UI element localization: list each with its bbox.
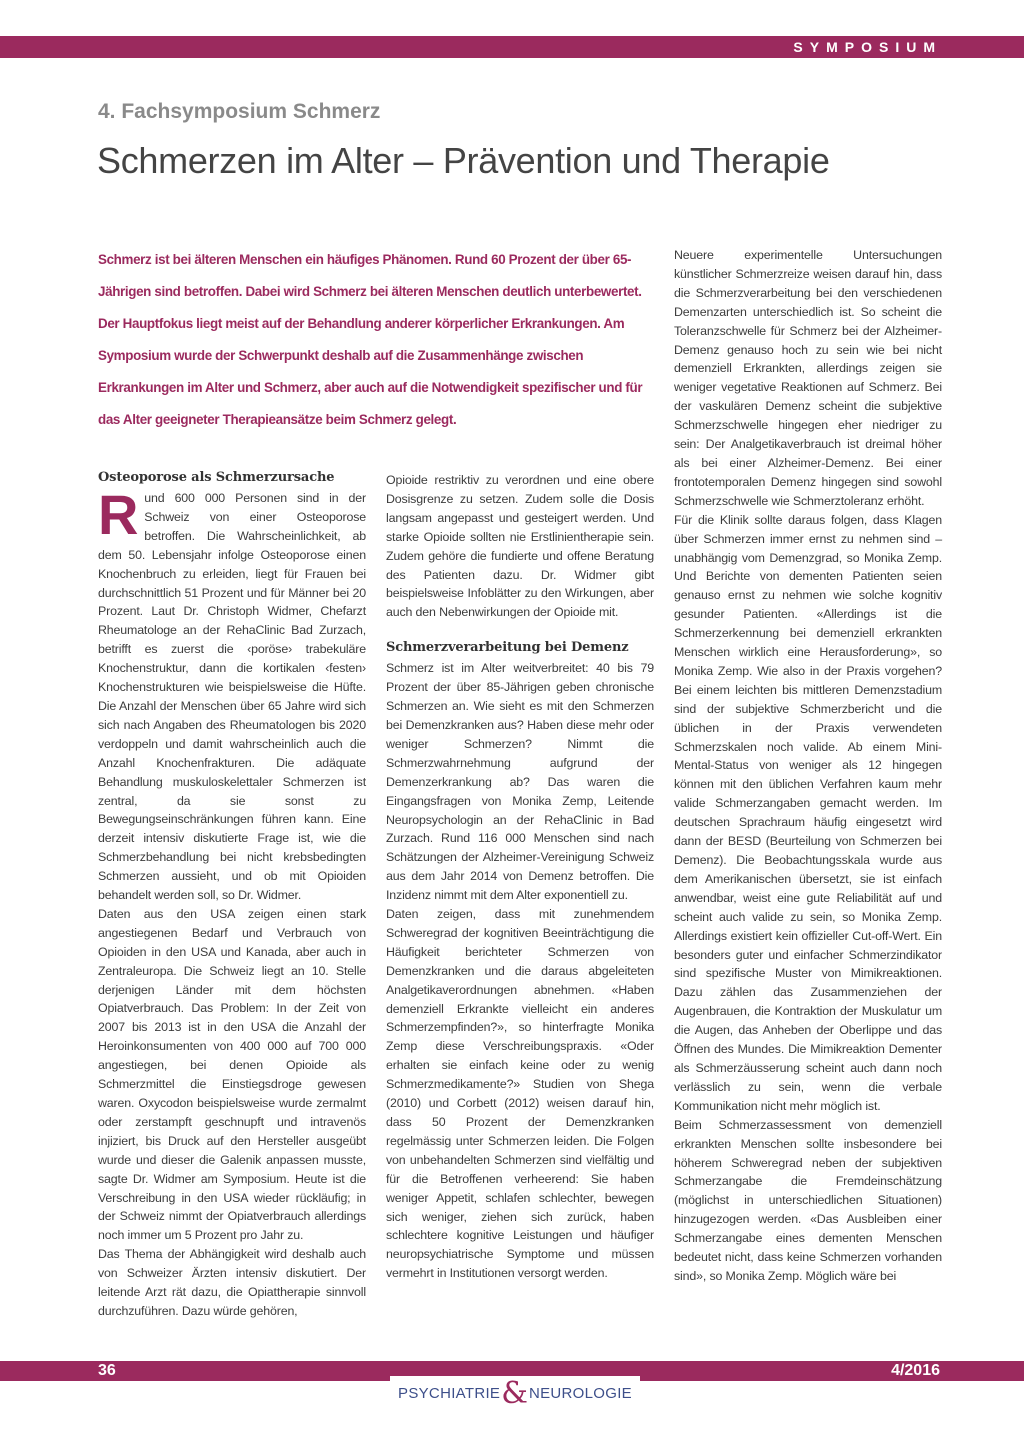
section-heading-demenz: Schmerzverarbeitung bei Demenz [386,640,629,656]
paragraph: Schmerz ist im Alter weitverbreitet: 40 bis 79 Prozent der über 85-Jährigen geben chronische Schmerzen an. Wie sieht es mit den Schmerzen bei Demenzkranken aus? Haben diese mehr oder weniger Schmerzen? Nimmt die Schmerzwahrnehmung aufgrund der Demenzerkrankung ab? Das waren die Eingangsfragen von Monika Zemp, Leitende Neuropsychologin an der RehaClinic in Bad Zurzach. Rund 116 000 Menschen sind nach Schätzungen der Alzheimer-Vereinigung Schweiz aus dem Jahr 2014 von Demenz betroffen. Die Inzidenz nimmt mit dem Alter exponentiell zu. [386,661,654,903]
drop-cap: R [98,483,139,546]
article-title: Schmerzen im Alter – Prävention und Therapie [97,140,830,181]
issue-number: 4/2016 [891,1362,940,1379]
logo-word-right: NEUROLOGIE [528,1385,632,1402]
paragraph: Das Thema der Abhängigkeit wird deshalb auch von Schweizer Ärzten intensiv diskutiert. Der leitende Arzt rät dazu, die Opiattherapie sinnvoll durchzuführen. Dazu würde gehören, [98,1247,366,1318]
paragraph [98,483,366,905]
paragraph: Beim Schmerzassessment von demenziell erkrankten Menschen sollte insbesondere bei höherem Schweregrad neben der subjektiven Schmerzangabe die Fremdeinschätzung (möglichst in unterschiedlichen Situationen) hinzugezogen werden. «Das Ausbleiben einer Schmerzangabe eines dementen Menschen bedeutet nicht, dass keine Schmerzen vorhanden sind», so Monika Zemp. Möglich wäre bei [674,1117,942,1283]
text-column-3 [674,246,942,1286]
article-lead: Schmerz ist bei älteren Menschen ein häufiges Phänomen. Rund 60 Prozent der über 65-Jährigen sind betroffen. Dabei wird Schmerz bei älteren Menschen deutlich unterbewertet. Der Hauptfokus liegt meist auf der Behandlung anderer körperlicher Erkrankungen. Am Symposium wurde der Schwerpunkt deshalb auf die Zusammenhänge zwischen Erkrankungen im Alter und Schmerz, aber auch auf die Notwendigkeit spezifischer und für das Alter geeigneter Therapieansätze beim Schmerz gelegt. [98,252,643,427]
journal-logo [390,1376,640,1412]
article-kicker: 4. Fachsymposium Schmerz [98,100,381,123]
paragraph: Für die Klinik sollte daraus folgen, dass Klagen über Schmerzen immer ernst zu nehmen sind – unabhängig vom Demenzgrad, so Monika Zemp. Und Berichte von dementen Patienten seien genauso ernst zu nehmen wie solche kognitiv gesunder Patienten. «Allerdings ist die Schmerzerkennung bei demenziell erkrankten Menschen wirklich eine Herausforderung», so Monika Zemp. Wie also in der Praxis vorgehen? Bei einem leichten bis mittleren Demenzstadium sind der subjektive Schmerzbericht und die üblichen in der Praxis verwendeten Schmerzskalen noch valide. Ab einem Mini-Mental-Status von weniger als 12 hingegen können mit den üblichen Verfahren kaum mehr valide Schmerzangaben gemacht werden. Im deutschen Sprachraum häufig eingesetzt wird dann der BESD (Beurteilung von Schmerzen bei Demenz). Die Beobachtungsskala wurde aus dem Amerikanischen übersetzt, sie ist einfach anwendbar, weist eine gute Reliabilität auf und scheint auch valide zu sein, so Monika Zemp. Allerdings existiert kein offizieller Cut-off-Wert. Ein besonders guter und einfacher Schmerzindikator sind spezifische Muster von Mimikreaktionen. Dazu zählen das Zusammenziehen der Augenbrauen, die Kontraktion der Muskulatur um die Augen, das Anheben der Oberlippe und das Öffnen des Mundes. Die Mimikreaktion Dementer als Schmerzäusserung scheint auch dann noch verlässlich zu sein, wenn die verbale Kommunikation nicht mehr möglich ist. [674,512,942,1113]
logo-ampersand: & [501,1376,528,1411]
section-label: SYMPOSIUM [793,39,942,55]
page-number: 36 [98,1362,116,1379]
paragraph: Daten aus den USA zeigen einen stark angestiegenen Bedarf und Verbrauch von Opioiden in den USA und Kanada, aber auch in Zentraleuropa. Die Schweiz liegt an 10. Stelle derjenigen Länder mit dem höchsten Opiatverbrauch. Das Problem: In der Zeit von 2007 bis 2013 ist in den USA die Anzahl der Heroinkonsumenten von 400 000 auf 700 000 angestiegen, bei denen Opioide als Schmerzmittel die Einstiegsdroge gewesen waren. Oxycodon beispielsweise wurde zermalmt oder zerstampft geschnupft und intravenös injiziert, bis Druck auf den Hersteller ausgeübt wurde und dieser die Galenik anpassen musste, sagte Dr. Widmer am Symposium. Heute ist die Verschreibung in den USA wieder rückläufig; in der Schweiz nimmt der Opiatverbrauch allerdings noch immer um 5 Prozent pro Jahr zu. [98,906,366,1243]
paragraph: Neuere experimentelle Untersuchungen künstlicher Schmerzreize weisen darauf hin, dass die Schmerzverarbeitung bei den verschiedenen Demenzarten unterschiedlich ist. So scheint die Toleranzschwelle für Schmerz bei der Alzheimer-Demenz genauso hoch zu sein wie bei nicht demenziell Erkrankten, allerdings zeigen sie weniger vegetative Reaktionen auf Schmerz. Bei der vaskulären Demenz scheint die subjektive Schmerzschwelle hingegen eher niedriger zu sein: Der Analgetikaverbrauch ist dreimal höher als bei einer Alzheimer-Demenz. Bei einer frontotemporalen Demenz hingegen sind sowohl Schmerzschwelle wie Schmerztoleranz erhöht. [674,248,942,508]
logo-word-left: PSYCHIATRIE [398,1385,501,1402]
section-heading-osteoporose: Osteoporose als Schmerzursache [98,470,335,485]
paragraph-text: und 600 000 Personen sind in der Schweiz von einer Osteoporose betroffen. Die Wahrscheinlichkeit, ab dem 50. Lebensjahr infolge Osteoporose einen Knochenbruch zu erleiden, liegt für Frauen bei durchschnittlich 51 Prozent und für Männer bei 20 Prozent. Laut Dr. Christoph Widmer, Chefarzt Rheumatologe an der RehaClinic Bad Zurzach, betrifft es zuerst die ‹poröse› trabekuläre Knochenstruktur, dann die kortikalen ‹festen› Knochenstrukturen wie beispielsweise die Hüfte. Die Anzahl der Menschen über 65 Jahre wird sich sich nach Angaben des Rheumatologen bis 2020 verdoppeln und damit wahrscheinlich auch die Anzahl Knochenfrakturen. Die adäquate Behandlung muskuloskelettaler Schmerzen ist zentral, da sie sonst zu Bewegungseinschränkungen führen kann. Eine derzeit intensiv diskutierte Frage ist, wie die Schmerzbehandlung bei nicht krebsbedingten Schmerzen aussieht, und ob mit Opioiden behandelt werden soll, so Dr. Widmer. [98,491,366,903]
text-column-2 [386,471,654,1283]
text-column-1 [98,469,366,1321]
paragraph: Opioide restriktiv zu verordnen und eine obere Dosisgrenze zu setzen. Zudem solle die Dosis langsam angepasst und gesteigert werden. Und starke Opioide sollten nie Erstlinientherapie sein. Zudem gehöre die fundierte und offene Beratung des Patienten dazu. Dr. Widmer gibt beispielsweise Infoblätter zu den Wirkungen, aber auch den Nebenwirkungen der Opioide mit. [386,473,654,620]
section-header-bar [0,36,1024,58]
paragraph: Daten zeigen, dass mit zunehmendem Schweregrad der kognitiven Beeinträchtigung die Häufigkeit berichteter Schmerzen von Demenzkranken und die daraus abgeleiteten Analgetikaverordnungen abnehmen. «Haben demenziell Erkrankte vielleicht ein anderes Schmerzempfinden?», so hinterfragte Monika Zemp diese Verschreibungspraxis. «Oder erhalten sie einfach keine oder zu wenig Schmerzmedikamente?» Studien von Shega (2010) und Corbett (2012) weisen darauf hin, dass 50 Prozent der Demenzkranken regelmässig unter Schmerzen leiden. Die Folgen von unbehandelten Schmerzen sind vielfältig und für die Betroffenen verheerend: Sie haben weniger Appetit, schlafen schlechter, bewegen sich weniger, ziehen sich zurück, haben schlechtere kognitive Leistungen und häufiger neuropsychiatrische Symptome und müssen vermehrt in Institutionen versorgt werden. [386,907,654,1281]
